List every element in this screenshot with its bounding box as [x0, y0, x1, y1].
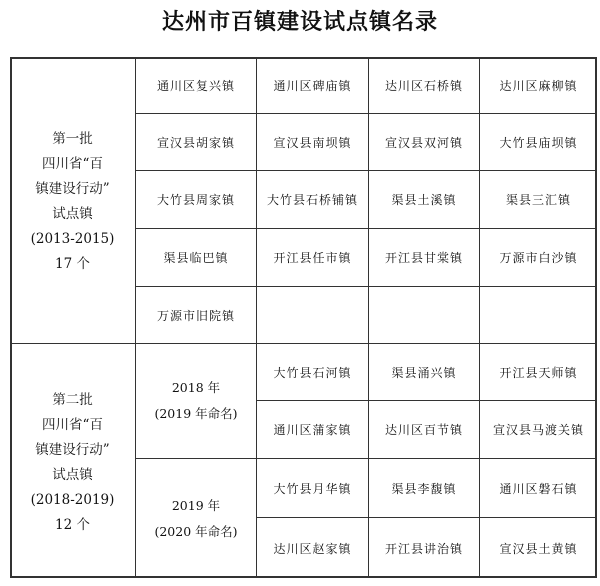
town-cell: 万源市白沙镇 — [479, 228, 597, 286]
town-cell: 宣汉县双河镇 — [368, 113, 479, 170]
town-cell: 大竹县月华镇 — [256, 458, 368, 517]
town-cell: 渠县李馥镇 — [368, 458, 479, 517]
batch2-label-line: 试点镇 — [52, 467, 93, 483]
town-cell: 宣汉县胡家镇 — [135, 113, 256, 170]
town-cell: 渠县土溪镇 — [368, 170, 479, 228]
town-cell: 通川区碑庙镇 — [256, 57, 368, 113]
town-cell: 大竹县庙坝镇 — [479, 113, 597, 170]
batch2-label-line: 12 个 — [55, 517, 90, 533]
table-border — [10, 57, 597, 578]
batch2-label-line: 镇建设行动” — [35, 442, 110, 458]
year-label: 2019 年 — [171, 497, 221, 513]
batch1-label-line: 17 个 — [55, 256, 90, 272]
town-cell: 宣汉县土黄镇 — [479, 517, 597, 578]
town-cell: 通川区磐石镇 — [479, 458, 597, 517]
year-label: 2018 年 — [171, 380, 221, 395]
town-cell: 开江县甘棠镇 — [368, 228, 479, 286]
batch1-label-line: 四川省“百 — [42, 156, 103, 172]
batch2-label-line: 第二批 — [52, 392, 93, 408]
town-cell: 通川区蒲家镇 — [256, 400, 368, 458]
town-cell: 大竹县周家镇 — [135, 170, 256, 228]
batch1-label-line: 试点镇 — [52, 206, 93, 222]
batch2-label-line: 四川省“百 — [42, 417, 103, 433]
batch1-label-line: 第一批 — [52, 131, 93, 147]
town-cell: 开江县讲治镇 — [368, 517, 479, 578]
town-cell: 开江县天师镇 — [479, 343, 597, 400]
town-cell: 达川区赵家镇 — [256, 517, 368, 578]
town-cell: 宣汉县马渡关镇 — [479, 400, 597, 458]
town-cell: 开江县任市镇 — [256, 228, 368, 286]
naming-year-note: (2019 年命名) — [154, 406, 238, 421]
naming-year-note: (2020 年命名) — [154, 523, 238, 539]
town-cell: 大竹县石河镇 — [256, 343, 368, 400]
town-cell: 渠县涌兴镇 — [368, 343, 479, 400]
batch1-label-line: (2013-2015) — [30, 231, 115, 247]
town-cell: 达川区石桥镇 — [368, 57, 479, 113]
town-cell: 达川区麻柳镇 — [479, 57, 597, 113]
town-cell: 渠县三汇镇 — [479, 170, 597, 228]
town-cell: 渠县临巴镇 — [135, 228, 256, 286]
town-cell: 大竹县石桥铺镇 — [256, 170, 368, 228]
page-title: 达州市百镇建设试点镇名录 — [161, 9, 438, 35]
town-cell: 宣汉县南坝镇 — [256, 113, 368, 170]
town-cell: 万源市旧院镇 — [135, 286, 256, 343]
batch1-label-line: 镇建设行动” — [35, 181, 110, 197]
town-cell: 达川区百节镇 — [368, 400, 479, 458]
batch2-label-line: (2018-2019) — [30, 492, 115, 508]
town-cell: 通川区复兴镇 — [135, 57, 256, 113]
